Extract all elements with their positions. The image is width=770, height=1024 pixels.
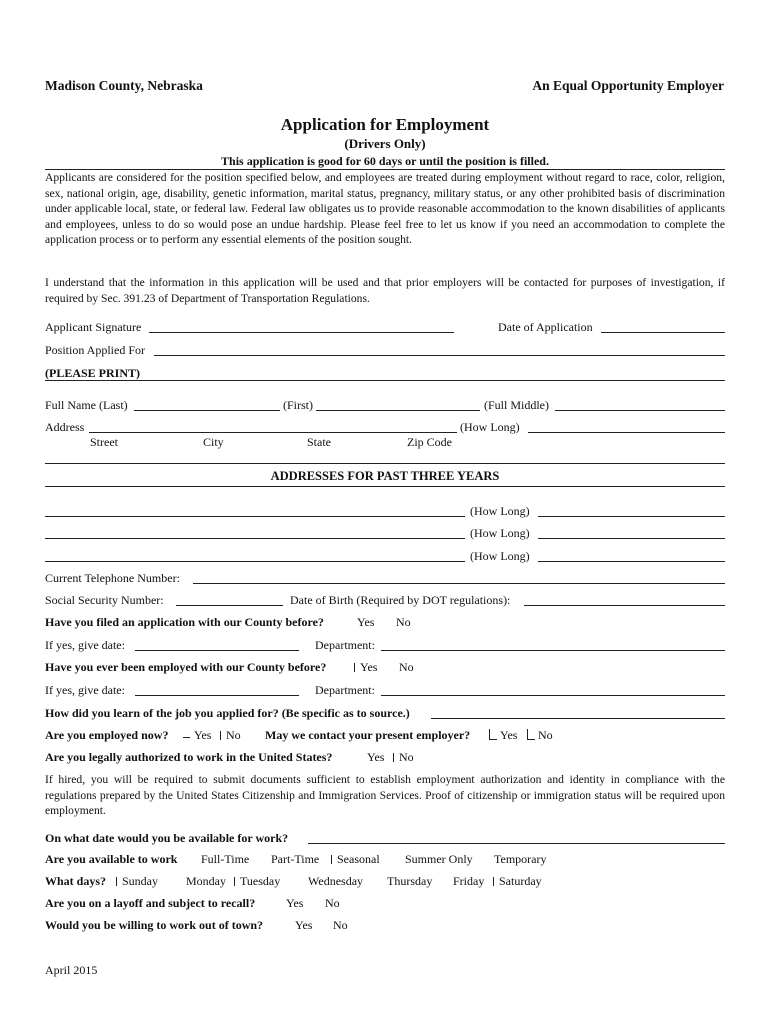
checkbox-icon bbox=[489, 729, 497, 740]
day-monday[interactable]: Monday bbox=[186, 874, 226, 888]
eoe-statement: An Equal Opportunity Employer bbox=[532, 78, 724, 93]
page-subtitle: (Drivers Only) bbox=[344, 136, 426, 151]
filed-before-no[interactable]: No bbox=[396, 615, 411, 629]
last-name-field[interactable] bbox=[134, 410, 280, 411]
employed-before-question: Have you ever been employed with our County before? bbox=[45, 660, 327, 674]
option-full-time[interactable]: Full-Time bbox=[201, 852, 250, 866]
employed-date-label: If yes, give date: bbox=[45, 683, 125, 697]
state-caption: State bbox=[307, 435, 331, 449]
past-address-3-how-long-field[interactable] bbox=[538, 561, 725, 562]
what-days-question: What days? bbox=[45, 874, 107, 888]
city-caption: City bbox=[203, 435, 224, 449]
signature-field[interactable] bbox=[149, 332, 454, 333]
available-date-field[interactable] bbox=[308, 843, 725, 844]
contact-employer-question: May we contact your present employer? bbox=[265, 728, 471, 742]
option-label: No bbox=[399, 750, 414, 764]
signature-label: Applicant Signature bbox=[45, 320, 142, 334]
county-name: Madison County, Nebraska bbox=[45, 78, 203, 93]
past-address-1-field[interactable] bbox=[45, 516, 465, 517]
day-thursday[interactable]: Thursday bbox=[387, 874, 433, 888]
address-field[interactable] bbox=[89, 432, 457, 433]
option-label: Yes bbox=[500, 728, 518, 742]
employed-now-no[interactable] bbox=[220, 728, 241, 743]
past-addresses-heading: ADDRESSES FOR PAST THREE YEARS bbox=[270, 469, 500, 483]
position-label: Position Applied For bbox=[45, 343, 146, 357]
middle-name-label: (Full Middle) bbox=[484, 398, 549, 412]
dob-field[interactable] bbox=[524, 605, 725, 606]
learn-field[interactable] bbox=[431, 718, 725, 719]
employed-before-no[interactable]: No bbox=[399, 660, 414, 674]
consent-paragraph: I understand that the information in this application will be used and that prior employers will be contacted for purposes of investigation, if required by Sec. 391.23 of Department of Transportation Regulations. bbox=[45, 276, 725, 305]
past-address-3-how-long-label: (How Long) bbox=[470, 549, 530, 563]
divider bbox=[45, 486, 725, 487]
employed-date-field[interactable] bbox=[135, 695, 299, 696]
past-address-1-how-long-label: (How Long) bbox=[470, 504, 530, 518]
authorized-yes[interactable]: Yes bbox=[367, 750, 385, 764]
dob-label: Date of Birth (Required by DOT regulations): bbox=[290, 593, 511, 607]
address-how-long-label: (How Long) bbox=[460, 420, 520, 434]
date-of-application-field[interactable] bbox=[601, 332, 725, 333]
page-title: Application for Employment bbox=[280, 115, 490, 134]
zip-caption: Zip Code bbox=[407, 435, 452, 449]
street-caption: Street bbox=[90, 435, 118, 449]
option-part-time[interactable]: Part-Time bbox=[271, 852, 320, 866]
checkbox-icon bbox=[234, 877, 235, 886]
day-wednesday[interactable]: Wednesday bbox=[308, 874, 364, 888]
filed-before-question: Have you filed an application with our County before? bbox=[45, 615, 324, 629]
past-address-1-how-long-field[interactable] bbox=[538, 516, 725, 517]
checkbox-icon bbox=[116, 877, 117, 886]
checkbox-icon bbox=[354, 663, 355, 672]
filed-department-field[interactable] bbox=[381, 650, 725, 651]
option-label: Tuesday bbox=[240, 874, 281, 888]
option-label: Saturday bbox=[499, 874, 542, 888]
option-label: Sunday bbox=[122, 874, 158, 888]
out-of-town-question: Would you be willing to work out of town? bbox=[45, 918, 264, 932]
filed-date-field[interactable] bbox=[135, 650, 299, 651]
option-seasonal[interactable] bbox=[331, 852, 380, 867]
checkbox-icon bbox=[331, 855, 332, 864]
out-of-town-yes[interactable]: Yes bbox=[295, 918, 313, 932]
ssn-label: Social Security Number: bbox=[45, 593, 164, 607]
authorized-question: Are you legally authorized to work in the United States? bbox=[45, 750, 333, 764]
checkbox-icon bbox=[493, 877, 494, 886]
employed-department-label: Department: bbox=[315, 683, 375, 697]
learn-question: How did you learn of the job you applied for? (Be specific as to source.) bbox=[45, 706, 410, 720]
checkbox-icon bbox=[183, 737, 190, 738]
phone-field[interactable] bbox=[193, 583, 725, 584]
option-label: No bbox=[226, 728, 241, 742]
employed-department-field[interactable] bbox=[381, 695, 725, 696]
filed-before-yes[interactable]: Yes bbox=[357, 615, 375, 629]
employed-now-yes[interactable] bbox=[183, 728, 211, 743]
available-to-work-question: Are you available to work bbox=[45, 852, 178, 866]
layoff-question: Are you on a layoff and subject to recall? bbox=[45, 896, 256, 910]
layoff-yes[interactable]: Yes bbox=[286, 896, 304, 910]
day-sunday[interactable] bbox=[116, 874, 158, 889]
option-label: Yes bbox=[360, 660, 378, 674]
option-label: Seasonal bbox=[337, 852, 380, 866]
ssn-field[interactable] bbox=[176, 605, 283, 606]
contact-employer-no[interactable] bbox=[527, 728, 553, 743]
employed-before-yes[interactable] bbox=[354, 660, 377, 675]
please-print-label: (PLEASE PRINT) bbox=[45, 366, 141, 380]
option-summer-only[interactable]: Summer Only bbox=[405, 852, 473, 866]
date-of-application-label: Date of Application bbox=[498, 320, 593, 334]
day-saturday[interactable] bbox=[493, 874, 542, 889]
checkbox-icon bbox=[393, 753, 394, 762]
past-address-2-field[interactable] bbox=[45, 538, 465, 539]
past-address-2-how-long-field[interactable] bbox=[538, 538, 725, 539]
layoff-no[interactable]: No bbox=[325, 896, 340, 910]
position-field[interactable] bbox=[154, 355, 725, 356]
divider bbox=[45, 463, 725, 464]
past-address-3-field[interactable] bbox=[45, 561, 465, 562]
employed-now-question: Are you employed now? bbox=[45, 728, 169, 742]
out-of-town-no[interactable]: No bbox=[333, 918, 348, 932]
revision-date: April 2015 bbox=[45, 963, 98, 977]
option-label: No bbox=[538, 728, 553, 742]
day-tuesday[interactable] bbox=[234, 874, 280, 889]
eeo-paragraph: Applicants are considered for the position specified below, and employees are treated during employment without regard to race, color, religion, sex, national origin, age, disability, genetic information, marital status, pregnancy, military status, or any other prohibited basis of discrimination under applicable local, state, or federal law. Federal law obligates us to provide reasonable accommodation to the known disabilities of applicants and employees, unless to do so would pose an undue hardship. Please feel free to let us know if you need an accommodation to complete the application process or to perform any essential elements of the position sought. bbox=[45, 171, 725, 246]
filed-date-label: If yes, give date: bbox=[45, 638, 125, 652]
checkbox-icon bbox=[220, 731, 221, 740]
first-name-label: (First) bbox=[283, 398, 313, 412]
available-date-question: On what date would you be available for work? bbox=[45, 831, 289, 845]
last-name-label: Full Name (Last) bbox=[45, 398, 128, 412]
address-how-long-field[interactable] bbox=[528, 432, 725, 433]
option-temporary[interactable]: Temporary bbox=[494, 852, 547, 866]
phone-label: Current Telephone Number: bbox=[45, 571, 180, 585]
authorized-no[interactable] bbox=[393, 750, 414, 765]
contact-employer-yes[interactable] bbox=[489, 728, 517, 743]
checkbox-icon bbox=[527, 729, 535, 740]
first-name-field[interactable] bbox=[316, 410, 480, 411]
address-label: Address bbox=[45, 420, 85, 434]
filed-department-label: Department: bbox=[315, 638, 375, 652]
validity-note: This application is good for 60 days or until the position is filled. bbox=[221, 154, 549, 168]
past-address-2-how-long-label: (How Long) bbox=[470, 526, 530, 540]
authorization-paragraph: If hired, you will be required to submit documents sufficient to establish employment authorization and identity in compliance with the regulations prepared by the United States Citizenship and Immigration Services. Proof of citizenship or immigration status will be required upon employment. bbox=[45, 773, 725, 817]
divider bbox=[45, 380, 725, 381]
middle-name-field[interactable] bbox=[555, 410, 725, 411]
option-label: Yes bbox=[194, 728, 212, 742]
day-friday[interactable]: Friday bbox=[453, 874, 485, 888]
